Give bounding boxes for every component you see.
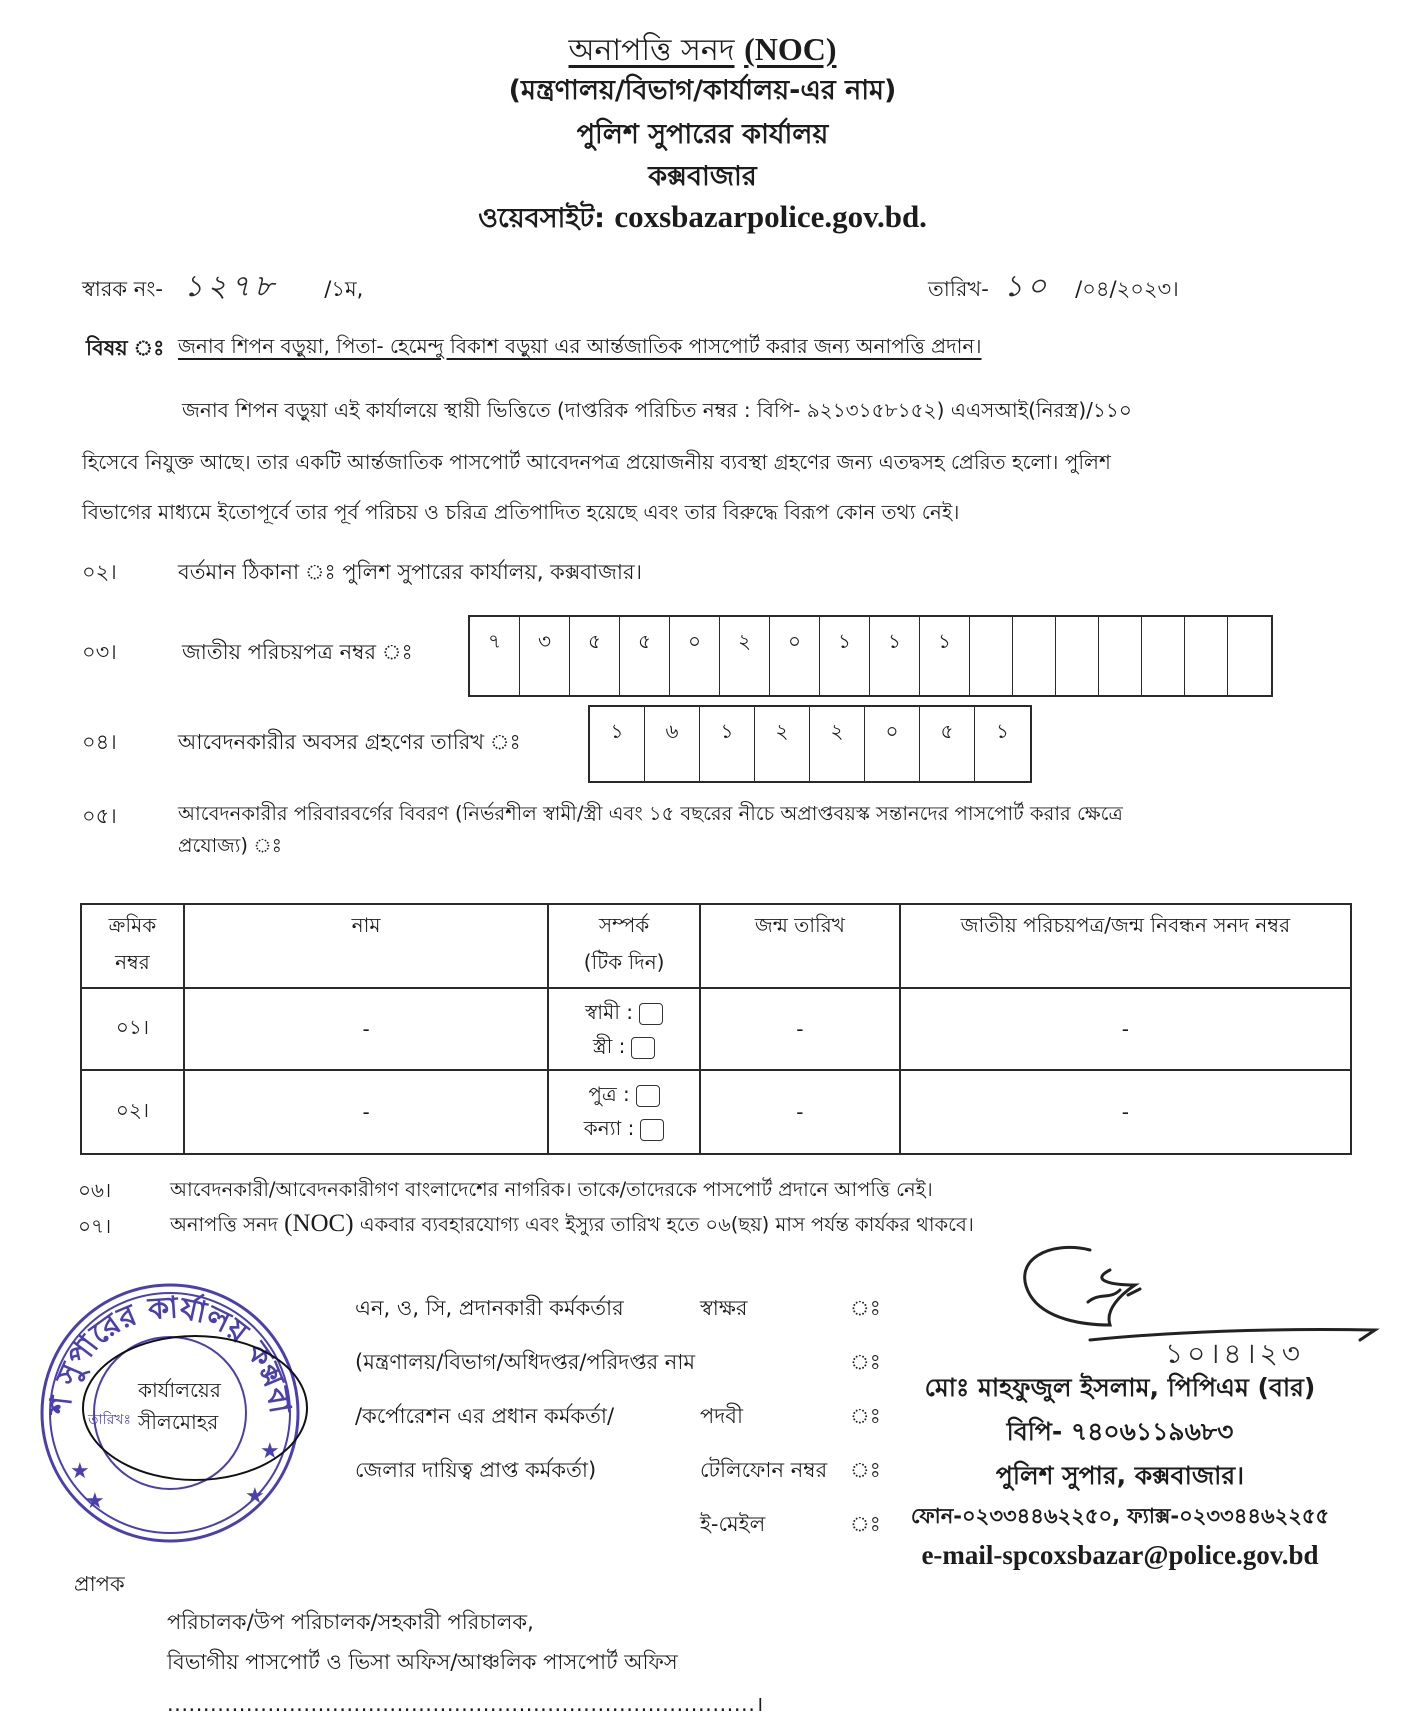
row-name: -	[184, 988, 548, 1070]
husband-checkbox[interactable]	[639, 1003, 663, 1025]
digit-box	[1099, 617, 1142, 695]
colon: ঃ	[850, 1458, 881, 1482]
wife-checkbox[interactable]	[631, 1037, 655, 1059]
signature-date: ১০।৪।২৩	[1165, 1337, 1304, 1370]
header-id-number: জাতীয় পরিচয়পত্র/জন্ম নিবন্ধন সনদ নম্বর	[900, 904, 1351, 988]
digit-box: ১	[590, 707, 645, 781]
office-seal-stamp	[30, 1268, 310, 1548]
paragraph-line-2: হিসেবে নিযুক্ত আছে। তার একটি আর্ন্তজাতিক পাসপোর্ট আবেদনপত্র প্রয়োজনীয় ব্যবস্থা গ্রহণের জন্য এতদ্বসহ প্রেরিত হলো। পুলিশ	[82, 450, 1111, 474]
seal-star-icon: ★	[85, 1489, 105, 1514]
recipient-line-2: বিভাগীয় পাসপোর্ট ও ভিসা অফিস/আঞ্চলিক পাসপোর্ট অফিস	[167, 1650, 678, 1674]
relation-son-label: পুত্র :	[588, 1082, 630, 1106]
digit-box: ১	[820, 617, 870, 695]
digit-box: ২	[720, 617, 770, 695]
website-label: ওয়েবসাইট:	[478, 203, 605, 234]
item-07-number: ০৭।	[78, 1214, 112, 1238]
digit-box	[970, 617, 1013, 695]
digit-box: ১	[700, 707, 755, 781]
memo-number: ১২৭৮	[183, 269, 278, 304]
seal-date-label: তারিখঃ	[88, 1412, 131, 1428]
date-rest: /০৪/২০২৩।	[1075, 277, 1179, 301]
daughter-checkbox[interactable]	[640, 1119, 664, 1141]
digit-box: ২	[755, 707, 810, 781]
digit-box	[1185, 617, 1228, 695]
colon: ঃ	[850, 1350, 881, 1374]
digit-box: ১	[920, 617, 970, 695]
seal-inner-line-2: সীলমোহর	[138, 1410, 219, 1434]
seal-ring-text: শ সুপারের কার্যালয় কক্সবা	[42, 1290, 298, 1417]
item-06-number: ০৬।	[78, 1178, 112, 1202]
recipient-label: প্রাপক	[74, 1572, 125, 1596]
colon: ঃ	[850, 1404, 881, 1428]
signatory-left-3: /কর্পোরেশন এর প্রধান কর্মকর্তা/	[355, 1404, 615, 1428]
header-name: নাম	[184, 904, 548, 988]
office-name: পুলিশ সুপারের কার্যালয়	[576, 119, 829, 150]
district-name: কক্সবাজার	[648, 161, 757, 192]
row-serial: ০১।	[81, 988, 184, 1070]
website-line	[0, 198, 1405, 243]
memo-suffix: /১ম,	[324, 277, 364, 301]
seal-star-icon: ★	[245, 1484, 265, 1509]
digit-box	[1056, 617, 1099, 695]
colon: ঃ	[850, 1296, 881, 1320]
digit-box: ০	[770, 617, 820, 695]
signatory-email: e-mail-spcoxsbazar@police.gov.bd	[921, 1540, 1319, 1570]
field-telephone-label: টেলিফোন নম্বর	[700, 1458, 828, 1482]
item-03-label: জাতীয় পরিচয়পত্র নম্বর ঃ	[182, 640, 413, 664]
item-07-text: অনাপত্তি সনদ (NOC) একবার ব্যবহারযোগ্য এবং ইস্যুর তারিখ হতে ০৬(ছয়) মাস পর্যন্ত কার্যকর থাকবে।	[170, 1210, 974, 1237]
recipient-line-3: ..................................................................................।	[167, 1692, 764, 1716]
item-05-line-1: আবেদনকারীর পরিবারবর্গের বিবরণ (নির্ভরশীল স্বামী/স্ত্রী এবং ১৫ বছরের নীচে অপ্রাপ্তবয়স্ক সন্তানদের পাসপোর্ট করার ক্ষেত্রে	[178, 802, 1123, 825]
header-relation: সম্পর্ক (টিক দিন)	[548, 904, 700, 988]
item-02-address: বর্তমান ঠিকানা ঃ পুলিশ সুপারের কার্যালয়, কক্সবাজার।	[178, 560, 643, 584]
item-05-line-2: প্রযোজ্য) ঃ	[178, 834, 283, 857]
signatory-bp-number: বিপি- ৭৪০৬১১৯৬৮৩	[1006, 1417, 1234, 1446]
digit-box: ০	[865, 707, 920, 781]
recipient-line-1: পরিচালক/উপ পরিচালক/সহকারী পরিচালক,	[167, 1610, 534, 1634]
digit-box	[1142, 617, 1185, 695]
row-relation	[548, 1070, 700, 1154]
signatory-left-4: জেলার দায়িত্ব প্রাপ্ত কর্মকর্তা)	[355, 1458, 597, 1482]
memo-line	[82, 262, 363, 313]
row-relation	[548, 988, 700, 1070]
handwritten-signature	[1010, 1240, 1390, 1380]
row-id-number: -	[900, 988, 1351, 1070]
row-name: -	[184, 1070, 548, 1154]
website-url: coxsbazarpolice.gov.bd.	[614, 199, 927, 234]
title-en: (NOC)	[744, 31, 837, 67]
ministry-subtitle: (মন্ত্রণালয়/বিভাগ/কার্যালয়-এর নাম)	[508, 75, 897, 106]
digit-box: ৫	[620, 617, 670, 695]
digit-box: ৬	[645, 707, 700, 781]
digit-box	[1013, 617, 1056, 695]
item-06-text: আবেদনকারী/আবেদনকারীগণ বাংলাদেশের নাগরিক। তাকে/তাদেরকে পাসপোর্ট প্রদানে আপত্তি নেই।	[170, 1178, 933, 1201]
field-designation-label: পদবী	[700, 1404, 743, 1428]
paragraph-line-1: জনাব শিপন বড়ুয়া এই কার্যালয়ে স্থায়ী ভিত্তিতে (দাপ্তরিক পরিচিত নম্বর : বিপি- ৯২১৩১৫৮১৫২) এএসআই(নিরস্ত্র)/১১০	[182, 398, 1132, 422]
seal-star-icon: ★	[260, 1439, 280, 1464]
header-serial: ক্রমিক নম্বর	[81, 904, 184, 988]
digit-box: ৭	[470, 617, 520, 695]
table-row	[81, 988, 1351, 1070]
item-04-label: আবেদনকারীর অবসর গ্রহণের তারিখ ঃ	[178, 730, 521, 754]
item-03-number: ০৩।	[82, 640, 117, 664]
item-05-number: ০৫।	[82, 804, 117, 828]
nid-digit-boxes	[468, 615, 1273, 697]
date-label: তারিখ-	[928, 277, 989, 301]
title-bn: অনাপত্তি সনদ	[568, 33, 735, 68]
signatory-name: মোঃ মাহফুজুল ইসলাম, পিপিএম (বার)	[924, 1373, 1316, 1402]
colon: ঃ	[850, 1512, 881, 1536]
field-email-label: ই-মেইল	[700, 1512, 766, 1536]
paragraph-line-3: বিভাগের মাধ্যমে ইতোপূর্বে তার পূর্ব পরিচয় ও চরিত্র প্রতিপাদিত হয়েছে এবং তার বিরুদ্ধে বিরূপ কোন তথ্য নেই।	[82, 500, 960, 524]
relation-daughter-label: কন্যা :	[583, 1116, 635, 1140]
digit-box: ০	[670, 617, 720, 695]
signatory-phone-fax: ফোন-০২৩৩৪৪৬২২৫০, ফ্যাক্স-০২৩৩৪৪৬২২৫৫	[910, 1504, 1330, 1528]
subject-label: বিষয় ঃ	[86, 336, 165, 360]
row-dob: -	[700, 988, 900, 1070]
subject-text: জনাব শিপন বড়ুয়া, পিতা- হেমেন্দু বিকাশ বড়ুয়া এর আর্ন্তজাতিক পাসপোর্ট করার জন্য অনাপত্তি প্রদান।	[178, 334, 982, 358]
family-details-table	[80, 903, 1352, 1155]
field-signature-label: স্বাক্ষর	[700, 1296, 748, 1320]
digit-box: ২	[810, 707, 865, 781]
date-line	[928, 262, 1179, 313]
item-04-number: ০৪।	[82, 730, 117, 754]
signatory-left-2: (মন্ত্রণালয়/বিভাগ/অধিদপ্তর/পরিদপ্তর নাম	[355, 1350, 696, 1374]
digit-box: ৫	[570, 617, 620, 695]
row-serial: ০২।	[81, 1070, 184, 1154]
table-header-row	[81, 904, 1351, 988]
item-02-number: ০২।	[82, 560, 117, 584]
digit-box: ১	[870, 617, 920, 695]
son-checkbox[interactable]	[636, 1085, 660, 1107]
header-dob: জন্ম তারিখ	[700, 904, 900, 988]
relation-husband-label: স্বামী :	[585, 1000, 634, 1024]
seal-star-icon: ★	[70, 1459, 90, 1484]
table-row	[81, 1070, 1351, 1154]
digit-box: ৫	[920, 707, 975, 781]
row-id-number: -	[900, 1070, 1351, 1154]
date-day: ১০	[1003, 269, 1051, 304]
memo-label: স্বারক নং-	[82, 277, 163, 301]
retirement-date-boxes	[588, 705, 1032, 783]
digit-box	[1228, 617, 1271, 695]
relation-wife-label: স্ত্রী :	[592, 1034, 626, 1058]
digit-box: ৩	[520, 617, 570, 695]
signatory-left-1: এন, ও, সি, প্রদানকারী কর্মকর্তার	[355, 1296, 624, 1320]
signatory-designation: পুলিশ সুপার, কক্সবাজার।	[995, 1461, 1245, 1490]
noc-abbrev: (NOC)	[284, 1210, 354, 1237]
seal-inner-line-1: কার্যালয়ের	[138, 1378, 221, 1402]
digit-box: ১	[996, 719, 1009, 743]
row-dob: -	[700, 1070, 900, 1154]
